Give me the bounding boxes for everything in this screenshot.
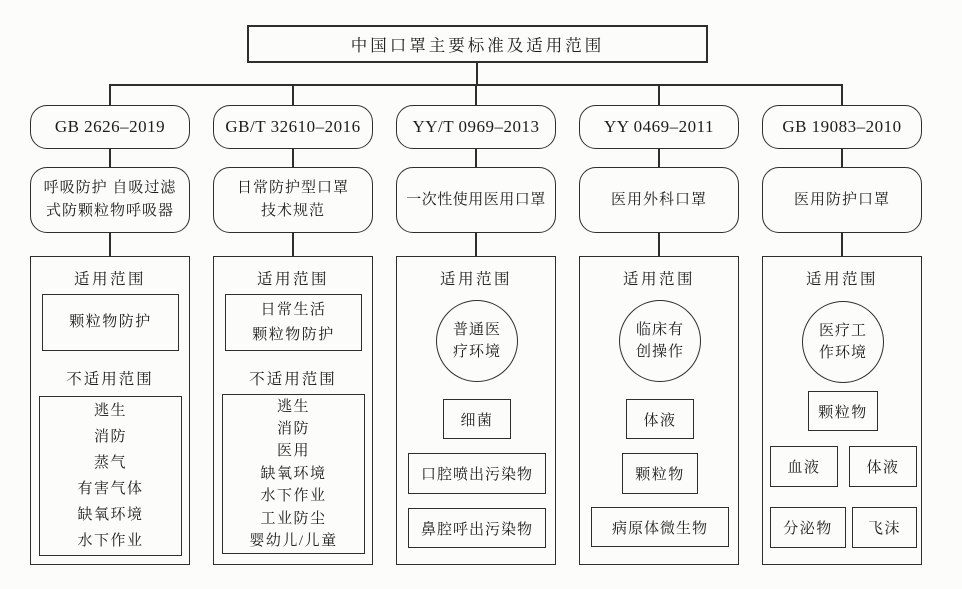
scope-label: 适用范围 xyxy=(805,271,878,288)
standard-name-line: 式防颗粒物呼吸器 xyxy=(45,203,174,219)
standard-name-pill xyxy=(762,167,922,233)
list-item: 有害气体 xyxy=(77,481,144,497)
column-yyt0969 xyxy=(396,105,556,565)
item-label: 颗粒物 xyxy=(818,404,868,421)
connector-code-name xyxy=(292,149,294,167)
not-scope-list-box xyxy=(222,394,365,554)
connector-trunk xyxy=(476,63,478,84)
standard-name-line: 日常防护型口罩 xyxy=(236,180,349,196)
standard-name-line: 呼吸防护 自吸过滤 xyxy=(43,180,177,196)
item-label: 体液 xyxy=(643,412,677,429)
diagram-title: 中国口罩主要标准及适用范围 xyxy=(350,36,605,55)
connector-stub-2 xyxy=(292,84,294,105)
connector-name-scope xyxy=(475,233,477,256)
column-gb2626 xyxy=(30,105,190,565)
column-gbt32610 xyxy=(213,105,373,565)
column-gb19083 xyxy=(762,105,922,565)
circle-line: 疗环境 xyxy=(452,344,501,360)
scope-item-line: 颗粒物防护 xyxy=(69,314,152,330)
item-label: 飞沫 xyxy=(867,521,901,537)
scope-circle xyxy=(436,300,518,382)
item-box xyxy=(626,399,694,439)
item-label: 分泌物 xyxy=(783,521,833,537)
scope-label: 适用范围 xyxy=(73,271,146,288)
item-box xyxy=(770,507,846,548)
diagram-title-box xyxy=(247,25,708,63)
connector-code-name xyxy=(475,149,477,167)
connector-stub-3 xyxy=(475,84,477,105)
scope-panel xyxy=(762,256,922,565)
scope-circle xyxy=(802,301,884,383)
standard-name-line: 医用外科口罩 xyxy=(610,191,707,208)
connector-code-name xyxy=(658,149,660,167)
list-item: 消防 xyxy=(276,420,310,437)
standard-name-pill xyxy=(213,167,373,233)
not-scope-label: 不适用范围 xyxy=(66,371,154,388)
scope-panel xyxy=(213,256,373,565)
item-box xyxy=(770,446,838,487)
standard-code: GB 19083–2010 xyxy=(782,117,902,136)
item-label: 口腔喷出污染物 xyxy=(420,467,533,483)
standard-code-pill xyxy=(213,105,373,149)
scope-label: 适用范围 xyxy=(439,271,512,288)
circle-line: 临床有 xyxy=(635,322,684,338)
not-scope-label: 不适用范围 xyxy=(249,371,337,388)
item-label: 病原体微生物 xyxy=(611,520,708,537)
column-yy0469 xyxy=(579,105,739,565)
list-item: 婴幼儿/儿童 xyxy=(249,533,338,550)
standard-code-pill xyxy=(762,105,922,149)
standard-code-pill xyxy=(396,105,556,149)
list-item: 医用 xyxy=(276,443,310,460)
standard-code: YY 0469–2011 xyxy=(603,117,715,136)
standard-name-line: 医用防护口罩 xyxy=(793,191,890,208)
scope-item-box xyxy=(42,294,179,351)
standard-name-pill xyxy=(396,167,556,233)
list-item: 蒸气 xyxy=(93,455,127,471)
standard-code-pill xyxy=(30,105,190,149)
standard-name-pill xyxy=(579,167,739,233)
item-box xyxy=(808,391,878,431)
circle-line: 普通医 xyxy=(452,322,501,338)
connector-name-scope xyxy=(841,233,843,256)
connector-name-scope xyxy=(109,233,111,256)
item-box xyxy=(591,507,729,547)
item-box xyxy=(443,399,511,439)
standard-name-pill xyxy=(30,167,190,233)
standard-code: GB/T 32610–2016 xyxy=(225,117,361,136)
item-box xyxy=(622,453,698,494)
connector-stub-4 xyxy=(658,84,660,105)
standard-code: GB 2626–2019 xyxy=(54,117,166,136)
scope-circle xyxy=(619,300,701,382)
standard-name-line: 一次性使用医用口罩 xyxy=(406,191,546,208)
standard-code: YY/T 0969–2013 xyxy=(412,117,540,136)
scope-panel xyxy=(30,256,190,565)
scope-item-box xyxy=(225,294,362,351)
scope-label: 适用范围 xyxy=(256,271,329,288)
list-item: 工业防尘 xyxy=(260,510,327,527)
scope-label: 适用范围 xyxy=(622,271,695,288)
circle-line: 医疗工 xyxy=(818,323,867,339)
circle-line: 创操作 xyxy=(635,344,684,360)
list-item: 消防 xyxy=(93,429,127,445)
connector-name-scope xyxy=(292,233,294,256)
list-item: 缺氧环境 xyxy=(77,507,144,523)
list-item: 水下作业 xyxy=(77,533,144,549)
scope-panel xyxy=(579,256,739,565)
connector-name-scope xyxy=(658,233,660,256)
item-label: 体液 xyxy=(866,460,900,476)
item-label: 鼻腔呼出污染物 xyxy=(420,521,533,538)
connector-code-name xyxy=(109,149,111,167)
scope-panel xyxy=(396,256,556,565)
item-label: 颗粒物 xyxy=(635,467,685,483)
circle-line: 作环境 xyxy=(818,345,867,361)
list-item: 水下作业 xyxy=(260,488,327,505)
item-box xyxy=(408,508,546,548)
standard-name-line: 技术规范 xyxy=(260,203,325,219)
connector-code-name xyxy=(841,149,843,167)
item-box xyxy=(849,446,917,487)
connector-stub-1 xyxy=(109,84,111,105)
item-label: 血液 xyxy=(787,460,821,476)
item-label: 细菌 xyxy=(460,412,494,429)
scope-item-line: 颗粒物防护 xyxy=(252,326,335,343)
scope-item-line: 日常生活 xyxy=(260,301,327,318)
list-item: 缺氧环境 xyxy=(260,465,327,482)
not-scope-list-box xyxy=(39,396,182,556)
item-box xyxy=(408,453,546,494)
standard-code-pill xyxy=(579,105,739,149)
list-item: 逃生 xyxy=(93,403,127,419)
item-box xyxy=(852,507,917,548)
connector-stub-5 xyxy=(841,84,843,105)
list-item: 逃生 xyxy=(276,398,310,415)
